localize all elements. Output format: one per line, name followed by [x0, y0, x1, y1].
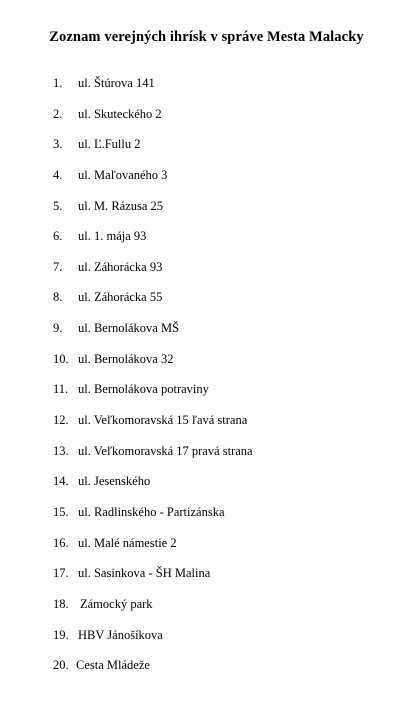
list-item: [0, 444, 413, 475]
item-number: 11.: [53, 382, 69, 397]
list-item: [0, 597, 413, 628]
item-number: 7.: [53, 259, 63, 274]
item-text: ul. Záhorácka 55: [78, 290, 163, 305]
item-text: ul. Veľkomoravská 17 pravá strana: [78, 443, 253, 458]
item-number: 9.: [53, 321, 63, 336]
list-item: [0, 566, 413, 597]
item-text: ul. Maľovaného 3: [78, 167, 168, 182]
page-title: Zoznam verejných ihrísk v správe Mesta Malacky: [49, 29, 364, 45]
list-item: [0, 536, 413, 567]
list-item: [0, 229, 413, 260]
item-number: 13.: [53, 443, 69, 458]
item-text: Cesta Mládeže: [76, 658, 150, 673]
item-text: ul. Ľ.Fullu 2: [78, 137, 141, 152]
list-item: [0, 168, 413, 199]
list-item: [0, 76, 413, 107]
item-number: 10.: [53, 351, 69, 366]
item-number: 8.: [53, 290, 63, 305]
item-text: Zámocký park: [80, 596, 153, 611]
list-item: [0, 352, 413, 383]
item-number: 17.: [53, 566, 69, 581]
item-text: HBV Jánošíkova: [78, 627, 163, 642]
list-item: [0, 505, 413, 536]
list-item: [0, 290, 413, 321]
item-text: ul. Sasinkova - ŠH Malina: [78, 566, 211, 581]
list-item: [0, 107, 413, 138]
item-number: 12.: [53, 413, 69, 428]
item-number: 15.: [53, 504, 69, 519]
item-number: 19.: [53, 627, 69, 642]
item-text: ul. Jesenského: [78, 474, 151, 489]
list-item: [0, 137, 413, 168]
list-item: [0, 413, 413, 444]
item-text: ul. Malé námestie 2: [78, 535, 177, 550]
item-number: 16.: [53, 535, 69, 550]
list-item: [0, 382, 413, 413]
item-number: 2.: [53, 106, 63, 121]
list-item: [0, 321, 413, 352]
item-text: ul. Bernolákova potraviny: [78, 382, 209, 397]
item-text: ul. Bernolákova MŠ: [78, 321, 180, 336]
item-number: 3.: [53, 137, 63, 152]
playground-list: [0, 76, 413, 689]
item-text: ul. Záhorácka 93: [78, 259, 163, 274]
item-number: 18.: [53, 596, 69, 611]
item-number: 4.: [53, 167, 63, 182]
item-number: 6.: [53, 229, 63, 244]
list-item: [0, 260, 413, 291]
item-text: ul. Bernolákova 32: [78, 351, 174, 366]
item-number: 14.: [53, 474, 69, 489]
item-number: 1.: [53, 76, 63, 90]
list-item: [0, 658, 413, 689]
list-item: [0, 474, 413, 505]
item-text: ul. Veľkomoravská 15 ľavá strana: [78, 413, 248, 428]
item-text: ul. M. Rázusa 25: [78, 198, 164, 213]
list-item: [0, 199, 413, 230]
item-text: ul. 1. mája 93: [78, 229, 147, 244]
item-text: ul. Štúrova 141: [78, 76, 155, 90]
item-text: ul. Radlinského - Partizánska: [78, 504, 225, 519]
list-item: [0, 628, 413, 659]
item-number: 5.: [53, 198, 63, 213]
item-number: 20.: [53, 658, 69, 673]
item-text: ul. Skuteckého 2: [78, 106, 162, 121]
